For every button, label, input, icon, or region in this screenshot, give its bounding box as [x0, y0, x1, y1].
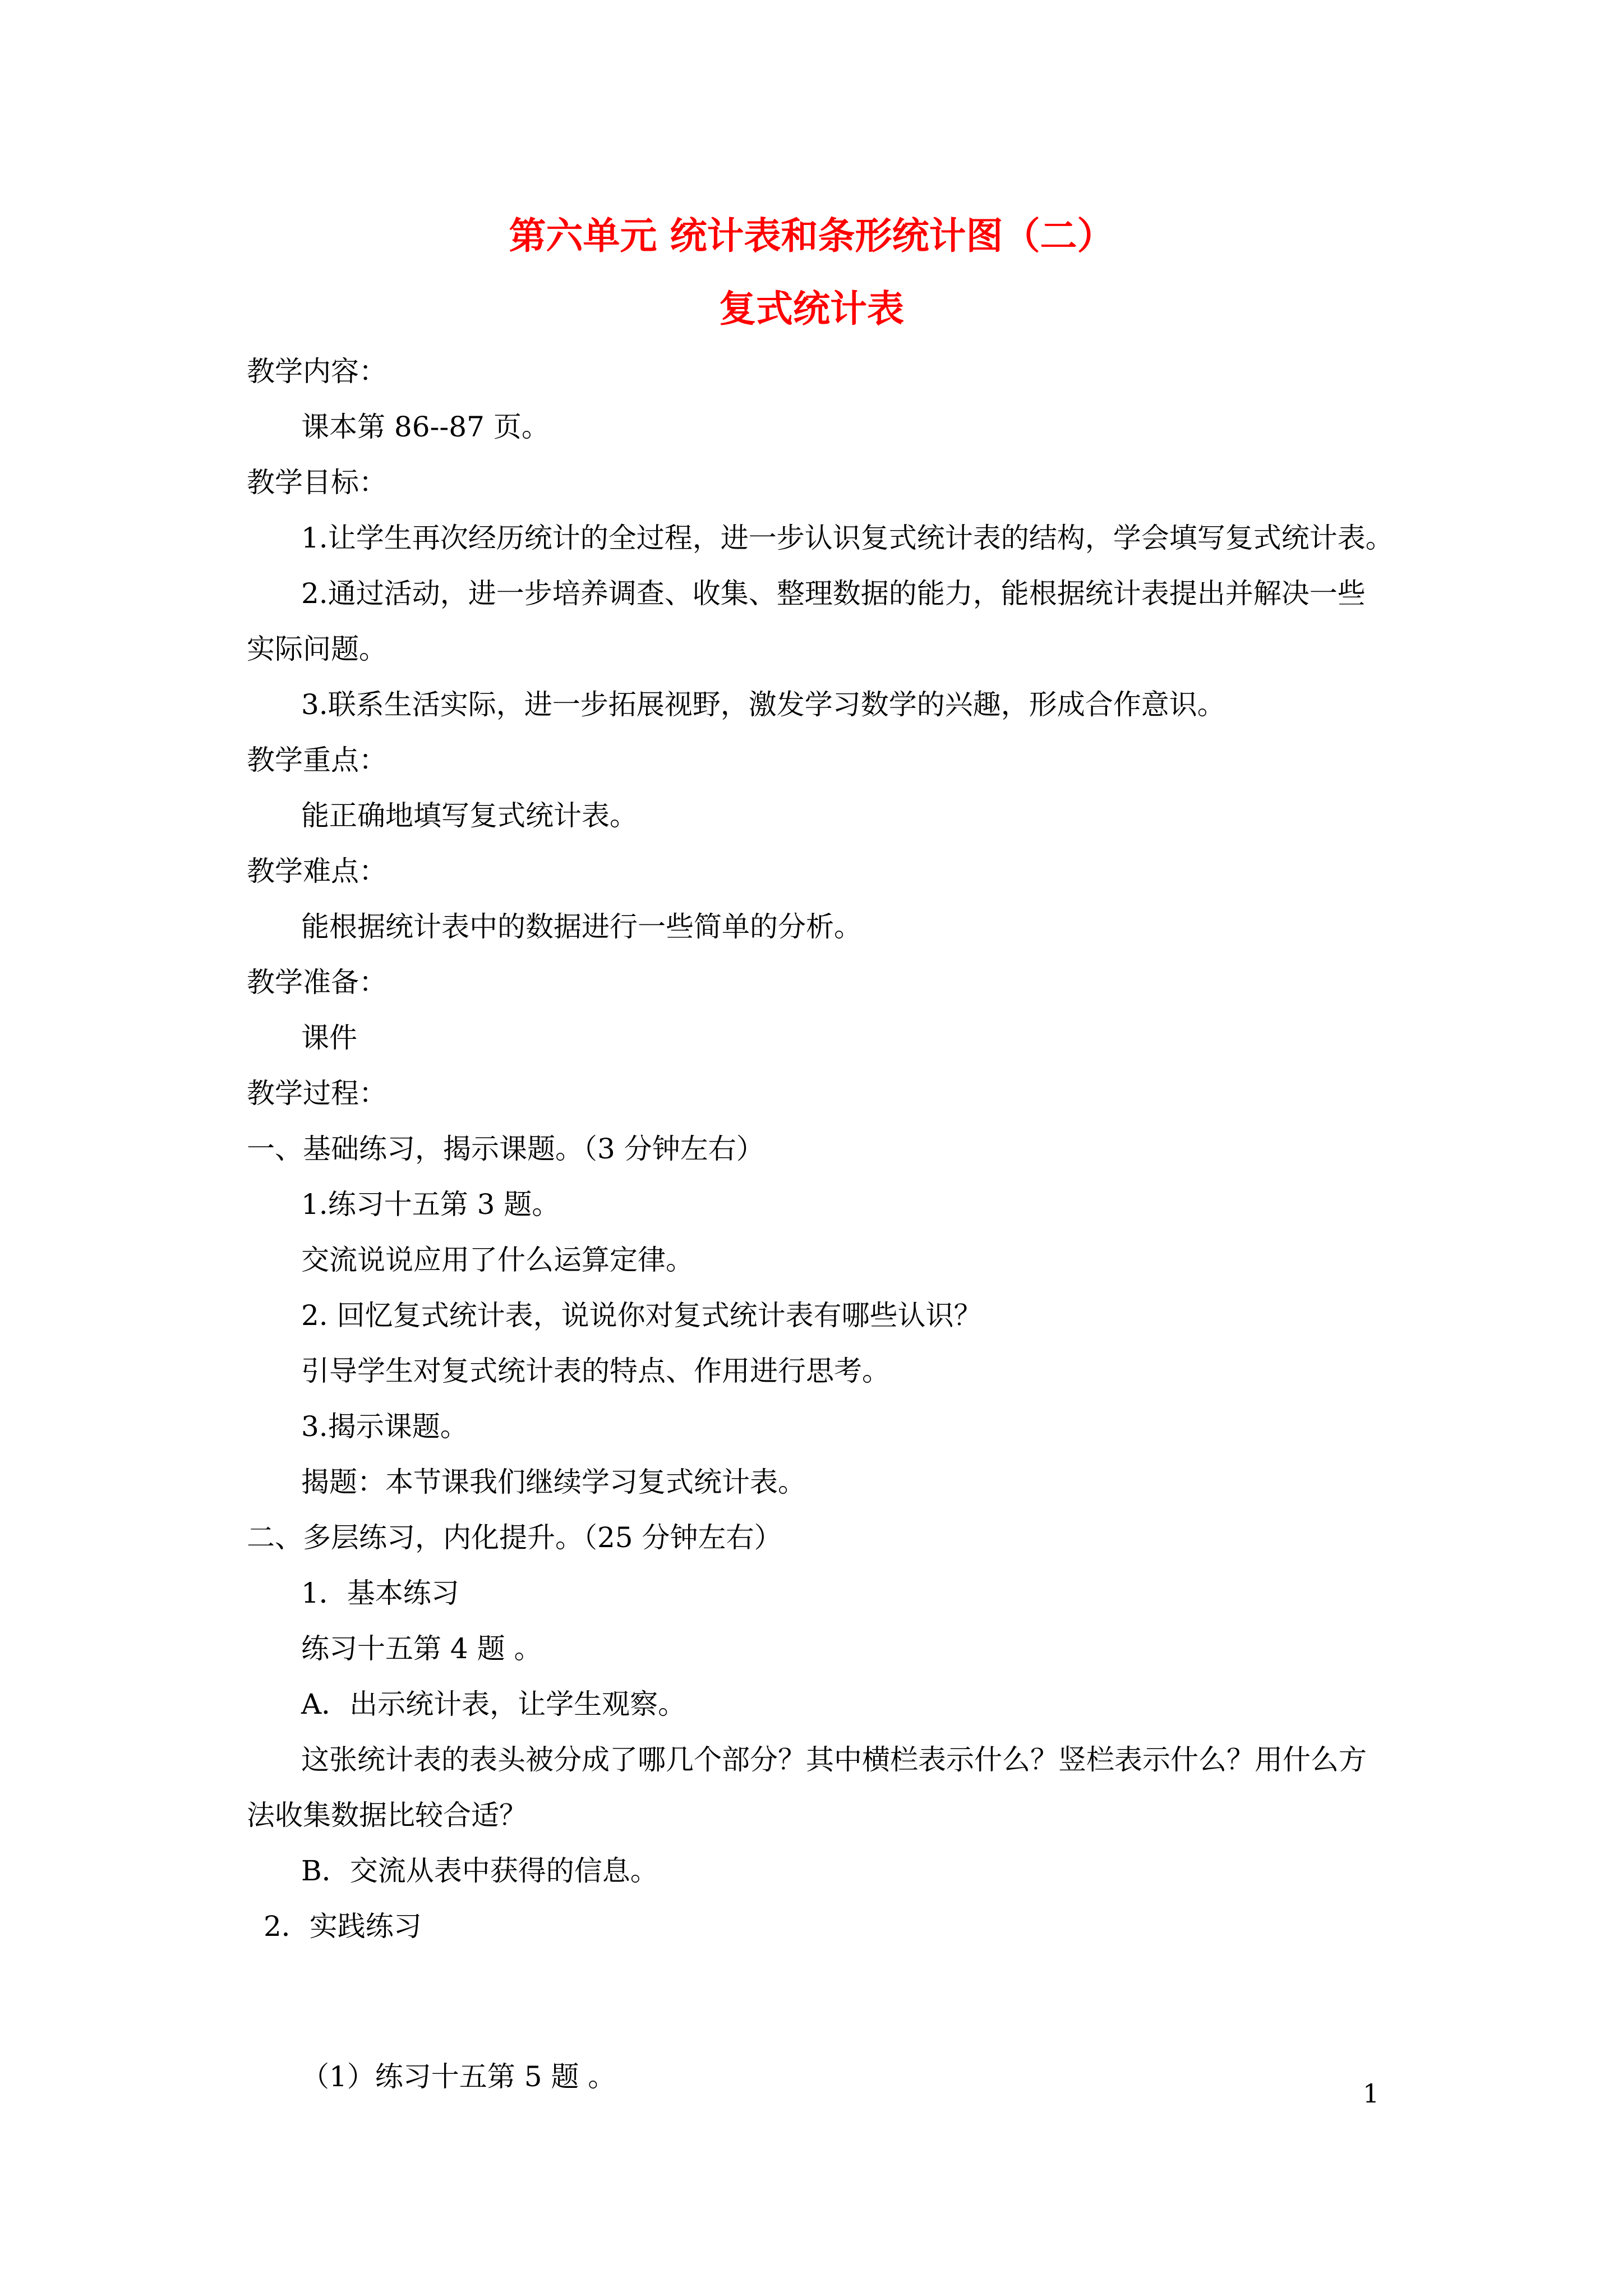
text-line: 法收集数据比较合适？	[247, 1799, 527, 1832]
text-line: B．交流从表中获得的信息。	[301, 1855, 658, 1887]
text-line: 1.让学生再次经历统计的全过程，进一步认识复式统计表的结构，学会填写复式统计表。	[301, 522, 1394, 554]
text-line: 3.揭示课题。	[301, 1410, 468, 1443]
document-subtitle: 复式统计表	[719, 287, 904, 330]
text-line: 2．实践练习	[264, 1910, 422, 1943]
text-line: 教学准备：	[247, 966, 387, 999]
text-line: 这张统计表的表头被分成了哪几个部分？其中横栏表示什么？竖栏表示什么？用什么方	[301, 1743, 1367, 1776]
text-line: 交流说说应用了什么运算定律。	[301, 1244, 694, 1276]
text-line: 教学过程：	[247, 1077, 387, 1110]
text-line: 二、多层练习，内化提升。（25 分钟左右）	[247, 1521, 782, 1554]
text-line: 教学难点：	[247, 855, 387, 887]
text-line: 揭题：本节课我们继续学习复式统计表。	[301, 1466, 806, 1498]
text-line: 教学重点：	[247, 744, 387, 776]
text-line: A．出示统计表，让学生观察。	[301, 1688, 686, 1720]
text-line: 练习十五第 4 题 。	[301, 1632, 542, 1665]
text-line: 2.通过活动，进一步培养调查、收集、整理数据的能力，能根据统计表提出并解决一些	[301, 577, 1366, 610]
text-line: 实际问题。	[247, 633, 387, 665]
text-line: 1．基本练习	[301, 1577, 459, 1609]
text-line: （1）练习十五第 5 题 。	[301, 2060, 616, 2093]
text-line: 能正确地填写复式统计表。	[301, 799, 638, 832]
text-line: 教学目标：	[247, 466, 387, 499]
text-line: 课本第 86--87 页。	[301, 411, 550, 443]
text-line: 教学内容：	[247, 355, 387, 388]
page-number: 1	[1363, 2078, 1380, 2109]
text-line: 能根据统计表中的数据进行一些简单的分析。	[301, 910, 862, 943]
text-line: 课件	[301, 1022, 357, 1054]
text-line: 一、基础练习，揭示课题。（3 分钟左右）	[247, 1133, 764, 1165]
text-line: 1.练习十五第 3 题。	[301, 1188, 560, 1221]
text-line: 引导学生对复式统计表的特点、作用进行思考。	[301, 1355, 890, 1387]
document-title: 第六单元 统计表和条形统计图（二）	[509, 214, 1114, 257]
text-line: 2. 回忆复式统计表，说说你对复式统计表有哪些认识？	[301, 1299, 982, 1332]
text-line: 3.联系生活实际，进一步拓展视野，激发学习数学的兴趣，形成合作意识。	[301, 688, 1225, 721]
